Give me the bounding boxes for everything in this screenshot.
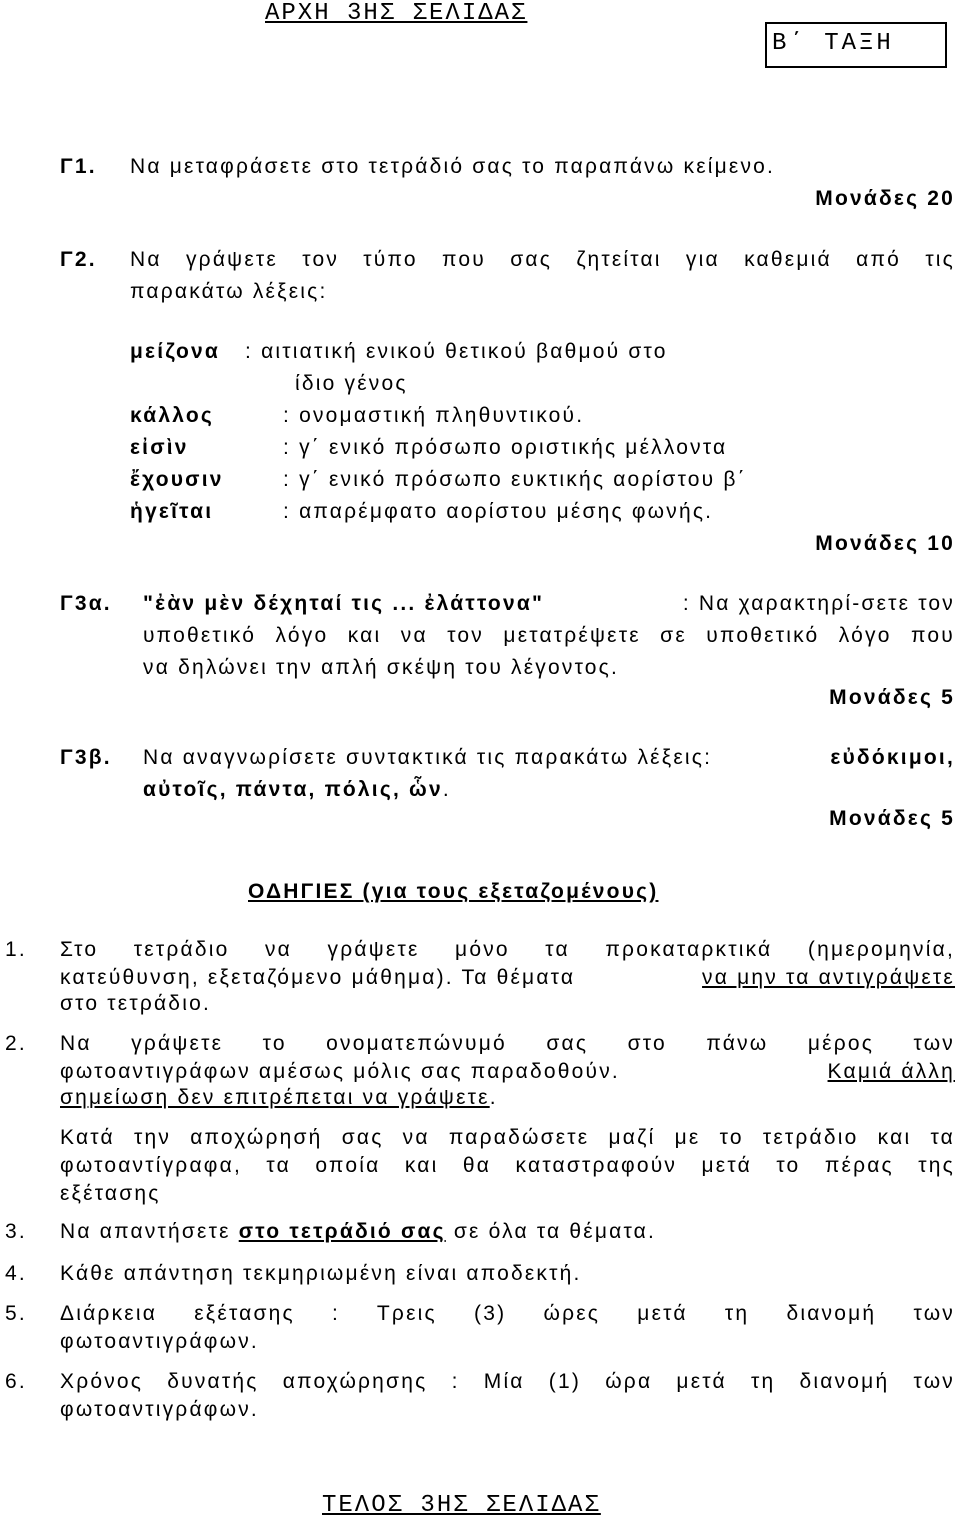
- instr-2-line3: [60, 1086, 498, 1110]
- g3a-line2: υποθετικό λόγο και να τον μετατρέψετε σε υποθετικό λόγο που: [143, 624, 955, 647]
- g2-word-5: ἡγεῖται: [130, 500, 214, 523]
- instr-1-line1: Στο τετράδιο να γράψετε μόνο τα προκαταρκτικά (ημερομηνία,: [60, 938, 955, 961]
- instr-2-p2-line1: Κατά την αποχώρησή σας να παραδώσετε μαζί με το τετράδιο και τα: [60, 1126, 955, 1149]
- g2-desc-4: : γ΄ ενικό πρόσωπο ευκτικής αορίστου β΄: [283, 468, 747, 491]
- g2-points: Μονάδες 10: [815, 532, 955, 555]
- g2-text-line2: παρακάτω λέξεις:: [130, 280, 328, 303]
- instr-3-text: [60, 1220, 656, 1244]
- instr-2-line3-text: σημείωση δεν επιτρέπεται να γράψετε: [60, 1086, 490, 1109]
- g2-number: Γ2.: [60, 248, 97, 271]
- instr-1-line2: [60, 966, 955, 990]
- g3b-line1: [143, 746, 955, 770]
- g2-desc-1-cont: ίδιο γένος: [295, 372, 408, 395]
- instr-2-line2: [60, 1060, 955, 1084]
- g3a-quote: "ἐὰν μὲν δέχηταί τις ... ἐλάττονα": [143, 592, 545, 615]
- g3b-line2: [143, 778, 451, 802]
- g2-word-2: κάλλος: [130, 404, 214, 427]
- g1-text: Να μεταφράσετε στο τετράδιό σας το παραπάνω κείμενο.: [130, 155, 776, 178]
- g3a-text-rest: : Να χαρακτηρί-σετε τον: [682, 592, 955, 615]
- g3a-number: Γ3α.: [60, 592, 112, 615]
- page-start-header: ΑΡΧΗ 3ΗΣ ΣΕΛΙΔΑΣ: [265, 0, 528, 27]
- g3b-words-1: εὐδόκιμοι,: [830, 746, 955, 769]
- instr-1-number: 1.: [5, 938, 27, 961]
- g2-word-3: εἰσὶν: [130, 436, 189, 459]
- g3a-line1: [143, 592, 955, 616]
- instr-2-p2-line3: εξέτασης: [60, 1182, 161, 1205]
- instructions-title: ΟΔΗΓΙΕΣ (για τους εξεταζομένους): [248, 880, 659, 903]
- instr-2-line2b: Καμιά άλλη: [827, 1060, 955, 1083]
- instr-4-number: 4.: [5, 1262, 27, 1285]
- instr-3-number: 3.: [5, 1220, 27, 1243]
- instr-2-line1: Να γράψετε το ονοματεπώνυμό σας στο πάνω μέρος των: [60, 1032, 955, 1055]
- instr-6-line2: φωτοαντιγράφων.: [60, 1398, 259, 1421]
- instr-1-line3: στο τετράδιο.: [60, 992, 211, 1015]
- g2-desc-2: : ονομαστική πληθυντικού.: [283, 404, 585, 427]
- page-end-footer: ΤΕΛΟΣ 3ΗΣ ΣΕΛΙΔΑΣ: [322, 1492, 601, 1519]
- instr-6-line1: Χρόνος δυνατής αποχώρησης : Μία (1) ώρα μετά τη διανομή των: [60, 1370, 955, 1393]
- class-label: Β΄ ΤΑΞΗ: [772, 30, 894, 57]
- g3b-points: Μονάδες 5: [829, 807, 955, 830]
- instr-1-line2b: να μην τα αντιγράψετε: [702, 966, 955, 989]
- g1-number: Γ1.: [60, 155, 97, 178]
- instr-2-line2a: φωτοαντιγράφων αμέσως μόλις σας παραδοθούν.: [60, 1060, 620, 1083]
- g2-desc-3: : γ΄ ενικό πρόσωπο οριστικής μέλλοντα: [283, 436, 728, 459]
- instr-3-text-b: στο τετράδιό σας: [238, 1220, 446, 1243]
- g3b-period: .: [442, 778, 451, 801]
- g3b-number: Γ3β.: [60, 746, 112, 769]
- instr-5-line2: φωτοαντιγράφων.: [60, 1330, 259, 1353]
- instr-5-number: 5.: [5, 1302, 27, 1325]
- g2-desc-1: : αιτιατική ενικού θετικού βαθμού στο: [245, 340, 668, 363]
- instr-2-number: 2.: [5, 1032, 27, 1055]
- g2-desc-5: : απαρέμφατο αορίστου μέσης φωνής.: [283, 500, 714, 523]
- g1-points: Μονάδες 20: [815, 187, 955, 210]
- g2-word-4: ἔχουσιν: [130, 468, 224, 491]
- g3b-words-2: αὐτοῖς, πάντα, πόλις, ὧν: [143, 778, 443, 801]
- instr-4-text: Κάθε απάντηση τεκμηριωμένη είναι αποδεκτή.: [60, 1262, 582, 1285]
- g2-text-line1: Να γράψετε τον τύπο που σας ζητείται για καθεμιά από τις: [130, 248, 955, 271]
- g2-word-1: μείζονα: [130, 340, 220, 363]
- instr-2-p2-line2: φωτοαντίγραφα, τα οποία και θα καταστραφούν μετά το πέρας της: [60, 1154, 955, 1177]
- instr-3-text-c: σε όλα τα θέματα.: [453, 1220, 657, 1243]
- instr-5-line1: Διάρκεια εξέτασης : Τρεις (3) ώρες μετά τη διανομή των: [60, 1302, 955, 1325]
- instr-1-line2a: κατεύθυνση, εξεταζόμενο μάθημα). Τα θέματα: [60, 966, 576, 989]
- instr-6-number: 6.: [5, 1370, 27, 1393]
- g3a-points: Μονάδες 5: [829, 686, 955, 709]
- g3b-text: Να αναγνωρίσετε συντακτικά τις παρακάτω λέξεις:: [143, 746, 713, 769]
- instr-3-text-a: Να απαντήσετε: [60, 1220, 231, 1243]
- g3a-line3: να δηλώνει την απλή σκέψη του λέγοντος.: [143, 656, 620, 679]
- instr-2-line3-end: .: [489, 1086, 498, 1109]
